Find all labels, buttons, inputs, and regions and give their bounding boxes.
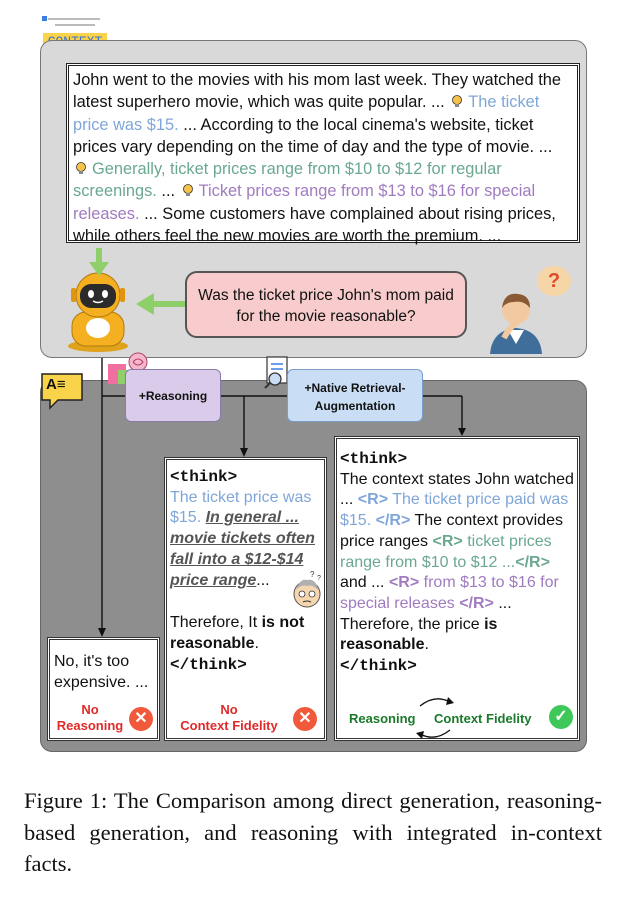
retrieval-close-tag: </R> [515, 553, 550, 571]
native-rag-tag-line1: +Native Retrieval- [304, 381, 406, 395]
no-reasoning-label-line2: Reasoning [56, 718, 124, 733]
rag-line-4: ... [498, 594, 512, 612]
question-mark-icon: ? [547, 269, 561, 292]
reasoning-tag: +Reasoning [125, 369, 221, 422]
think-close-tag: </think> [170, 655, 247, 674]
think-open-tag: <think> [340, 450, 408, 468]
rag-line-1: The context states John watched ... [340, 470, 574, 509]
no-reasoning-label [50, 702, 130, 734]
think-open-tag: <think> [170, 468, 238, 486]
reasoning-ellipsis: ... [256, 571, 270, 589]
fail-x-icon: ✕ [129, 707, 153, 731]
rag-fact-3: from $13 to $16 for special releases [340, 574, 559, 612]
context-text-4: ... Some customers have complained about rising prices, while others feel the new movies are worth the premium. ... [73, 204, 556, 246]
context-text-3: ... [161, 182, 176, 201]
rag-line-3: and ... [340, 574, 385, 592]
svg-text:?: ? [310, 570, 315, 579]
cycle-arrows-icon [400, 692, 470, 744]
question-bubble: Was the ticket price John's mom paid for the movie reasonable? [185, 271, 467, 338]
reasoning-conclusion-verdict: is not reasonable [170, 614, 305, 652]
success-check-icon: ✓ [549, 705, 573, 729]
hallucinated-claim: In general ... movie tickets often fall into a $12-$14 price range [170, 509, 315, 589]
direct-answer-text: No, it's too expensive. ... [54, 653, 149, 691]
reasoning-status-label: Reasoning [349, 711, 416, 726]
context-fact-3: Ticket prices range from $13 to $16 for special releases. [73, 182, 536, 223]
retrieval-open-tag: <R> [432, 532, 463, 550]
context-fidelity-status-label: Context Fidelity [434, 711, 532, 726]
svg-text:?: ? [317, 575, 321, 582]
retrieval-close-tag: </R> [375, 512, 411, 530]
retrieval-open-tag: <R> [357, 491, 389, 509]
native-rag-tag-line2: Augmentation [314, 399, 396, 413]
no-context-fidelity-label [170, 702, 288, 734]
think-close-tag: </think> [340, 657, 417, 676]
reasoning-conclusion [170, 613, 321, 654]
answer-document-glyph: A≡ [46, 376, 66, 393]
rag-conclusion-pre: Therefore, the price [340, 615, 480, 633]
fail-x-icon: ✕ [293, 707, 317, 731]
rag-conclusion-verdict: is reasonable [340, 615, 498, 654]
context-text-2: ... According to the local cinema's website, ticket prices vary depending on the time of day and the type of movie. ... [73, 115, 553, 156]
retrieval-close-tag: </R> [459, 594, 494, 612]
no-reasoning-label-line1: No [81, 702, 99, 717]
confused-face-icon [290, 570, 324, 610]
native-rag-tag [287, 369, 423, 422]
rag-conclusion-post: . [424, 636, 429, 654]
rag-fact-1: The ticket price paid was $15. [340, 491, 569, 530]
context-fact-2: Generally, ticket prices range from $10 to $12 for regular screenings. [73, 160, 502, 201]
figure-caption: Figure 1: The Comparison among direct generation, reasoning-based generation, and reasoning with integrated in-context facts. [24, 788, 602, 876]
rag-conclusion [340, 615, 574, 656]
reasoning-conclusion-pre: Therefore, It [170, 614, 258, 632]
retrieval-open-tag: <R> [388, 574, 420, 592]
reasoning-fact-text: The ticket price was $15. [170, 488, 312, 527]
rag-reasoning-body [340, 470, 574, 615]
rag-line-2: The context provides price ranges [340, 512, 563, 550]
no-context-fidelity-line1: No [220, 702, 238, 717]
rag-fact-2: ticket prices range from $10 to $12 ... [340, 532, 552, 571]
no-context-fidelity-line2: Context Fidelity [180, 718, 278, 733]
context-fact-1: The ticket price was $15. [73, 93, 540, 134]
context-text-1: John went to the movies with his mom last week. They watched the latest superhero movie, which was quite popular. ... [73, 71, 562, 112]
reasoning-conclusion-post: . [254, 634, 259, 652]
